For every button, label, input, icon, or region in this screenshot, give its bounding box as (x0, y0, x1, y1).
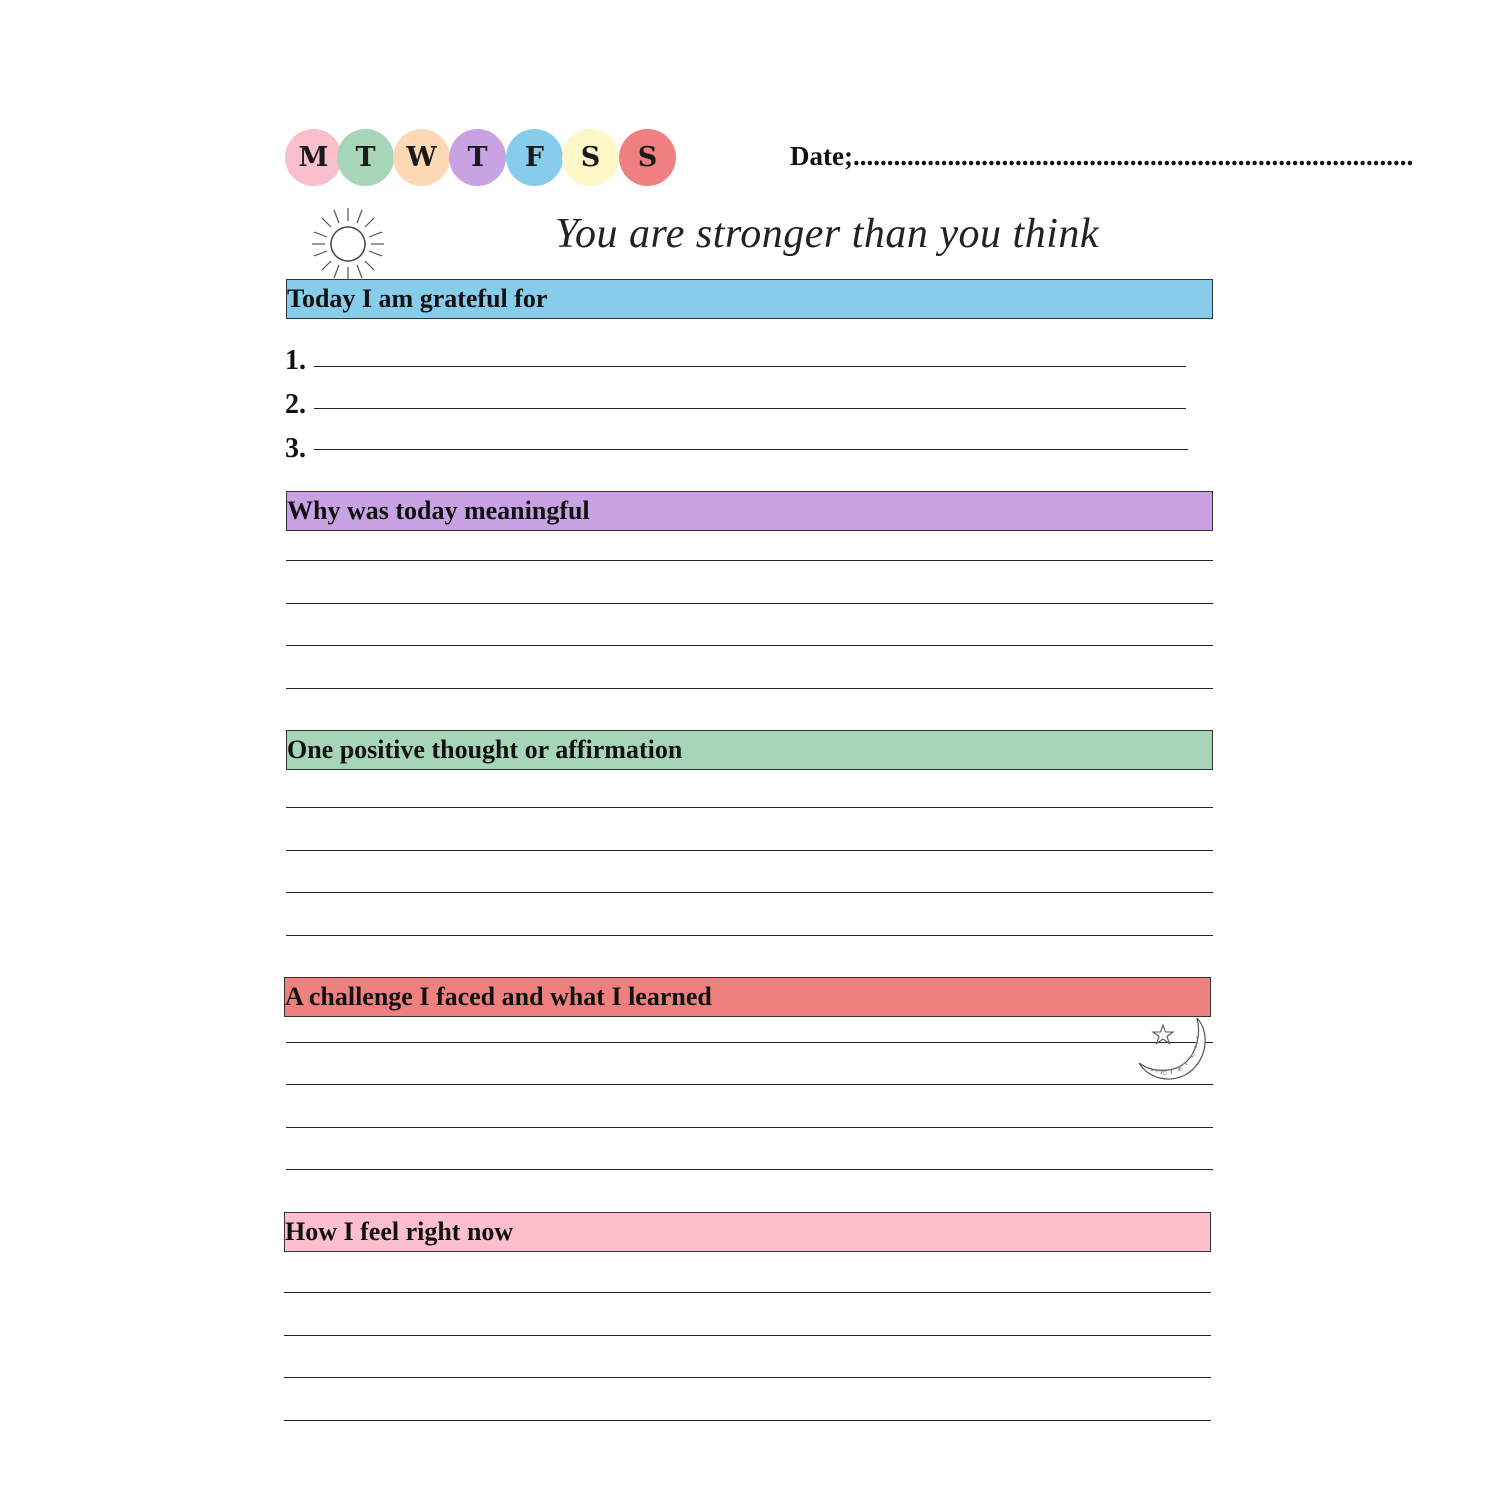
sun-icon (310, 206, 386, 282)
section-title: Today I am grateful for (287, 284, 548, 313)
writing-line[interactable] (286, 645, 1213, 646)
day-circle-saturday[interactable] (562, 129, 619, 186)
day-circle-friday[interactable] (506, 129, 563, 186)
writing-line[interactable] (314, 449, 1188, 450)
writing-line[interactable] (286, 1042, 1213, 1043)
writing-line[interactable] (286, 603, 1213, 604)
writing-line[interactable] (286, 807, 1213, 808)
writing-line[interactable] (284, 1335, 1211, 1336)
day-circle-tuesday[interactable] (337, 129, 394, 186)
writing-line[interactable] (314, 366, 1186, 367)
writing-line[interactable] (286, 850, 1213, 851)
day-circle-thursday[interactable] (449, 129, 506, 186)
writing-line[interactable] (284, 1420, 1211, 1421)
section-header-affirmation (286, 730, 1213, 770)
moon-star-icon (1135, 1015, 1210, 1083)
day-letter: T (355, 142, 376, 173)
writing-line[interactable] (286, 688, 1213, 689)
motivational-quote: You are stronger than you think (555, 211, 1100, 257)
writing-line[interactable] (286, 560, 1213, 561)
section-header-meaningful (286, 491, 1213, 531)
day-letter: W (406, 142, 437, 173)
day-circle-wednesday[interactable] (393, 129, 450, 186)
day-letter: M (298, 142, 329, 173)
writing-line[interactable] (286, 935, 1213, 936)
writing-line[interactable] (286, 1084, 1213, 1085)
writing-line[interactable] (284, 1377, 1211, 1378)
writing-line[interactable] (286, 1127, 1213, 1128)
day-letter: S (637, 142, 658, 173)
list-number: 3. (285, 433, 306, 464)
writing-line[interactable] (286, 892, 1213, 893)
day-letter: S (580, 142, 601, 173)
section-header-challenge (284, 977, 1211, 1017)
day-letter: F (524, 142, 545, 173)
writing-line[interactable] (314, 408, 1186, 409)
date-field[interactable]: Date;................................................................................... (790, 141, 1414, 171)
list-number: 2. (285, 389, 306, 420)
writing-line[interactable] (286, 1169, 1213, 1170)
section-title: A challenge I faced and what I learned (285, 982, 712, 1011)
day-letter: T (467, 142, 488, 173)
section-title: How I feel right now (285, 1217, 514, 1246)
day-circle-sunday[interactable] (619, 129, 676, 186)
day-circle-monday[interactable] (285, 129, 342, 186)
section-title: One positive thought or affirmation (287, 735, 683, 764)
section-title: Why was today meaningful (287, 496, 590, 525)
section-header-feel (284, 1212, 1211, 1252)
section-header-grateful (286, 279, 1213, 319)
list-number: 1. (285, 345, 306, 376)
writing-line[interactable] (284, 1292, 1211, 1293)
